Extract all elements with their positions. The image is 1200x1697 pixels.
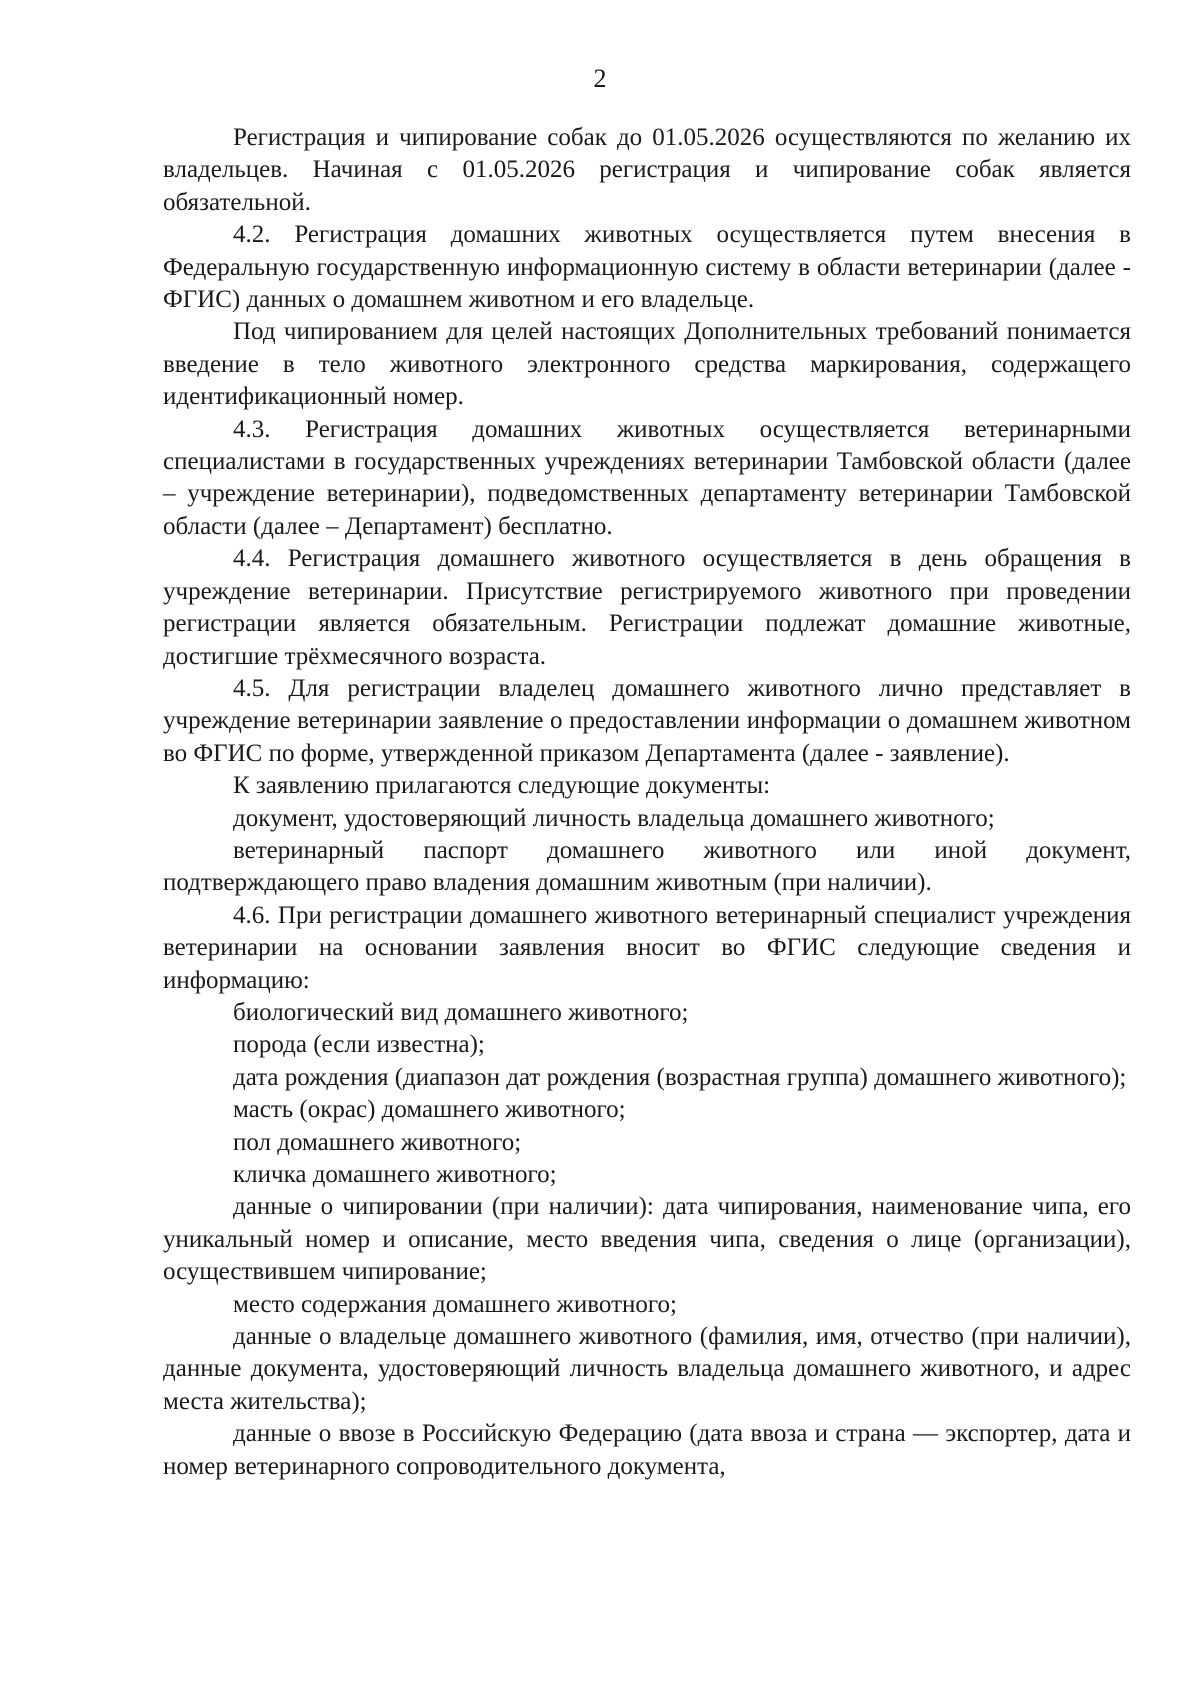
list-item-species: биологический вид домашнего животного; [233, 998, 689, 1026]
list-item-veterinary-passport: ветеринарный паспорт домашнего животного или иной документ, подтверждающего право владения домашним животным (при наличии). [163, 836, 1131, 897]
list-item-color: масть (окрас) домашнего животного; [233, 1096, 626, 1124]
paragraph-4-2: 4.2. Регистрация домашних животных осуществляется путем внесения в Федеральную государственную информационную систему в области ветеринарии (далее - ФГИС) данных о домашнем животном и его владельце. [163, 221, 1131, 314]
document-body [163, 122, 1131, 1483]
paragraph-dog-registration-voluntary: Регистрация и чипирование собак до 01.05.2026 осуществляются по желанию их владельцев. Начиная с 01.05.2026 регистрация и чипирование собак является обязательной. [163, 124, 1131, 216]
list-item-breed: порода (если известна); [233, 1031, 485, 1059]
list-item-identity-document: документ, удостоверяющий личность владельца домашнего животного; [233, 804, 995, 832]
list-item-birth-date: дата рождения (диапазон дат рождения (возрастная группа) домашнего животного); [233, 1063, 1127, 1091]
list-item-keeping-place: место содержания домашнего животного; [233, 1290, 677, 1318]
list-item-sex: пол домашнего животного; [233, 1128, 522, 1156]
paragraph-chipping-definition: Под чипированием для целей настоящих Дополнительных требований понимается введение в тело животного электронного средства маркирования, содержащего идентификационный номер. [163, 318, 1131, 411]
page-number: 2 [593, 64, 607, 93]
paragraph-4-6: 4.6. При регистрации домашнего животного ветеринарный специалист учреждения ветеринарии на основании заявления вносит во ФГИС следующие сведения и информацию: [163, 901, 1131, 994]
list-item-chipping-data: данные о чипировании (при наличии): дата чипирования, наименование чипа, его уникальный номер и описание, место введения чипа, сведения о лице (организации), осуществившем чипирование; [163, 1193, 1131, 1286]
paragraph-attachments-intro: К заявлению прилагаются следующие документы: [233, 772, 771, 800]
paragraph-4-3: 4.3. Регистрация домашних животных осуществляется ветеринарными специалистами в государственных учреждениях ветеринарии Тамбовской области (далее – учреждение ветеринарии), подведомственных департаменту ветеринарии Тамбовской области (далее – Департамент) бесплатно. [163, 415, 1131, 540]
list-item-import-data: данные о ввозе в Российскую Федерацию (дата ввоза и страна — экспортер, дата и номер ветеринарного сопроводительного документа, [163, 1420, 1131, 1480]
list-item-name: кличка домашнего животного; [233, 1161, 557, 1188]
paragraph-4-4: 4.4. Регистрация домашнего животного осуществляется в день обращения в учреждение ветеринарии. Присутствие регистрируемого животного при проведении регистрации является обязательным. Регистрации подлежат домашние животные, достигшие трёхмесячного возраста. [163, 545, 1131, 670]
paragraph-4-5: 4.5. Для регистрации владелец домашнего животного лично представляет в учреждение ветеринарии заявление о предоставлении информации о домашнем животном во ФГИС по форме, утвержденной приказом Департамента (далее - заявление). [163, 674, 1131, 767]
list-item-owner-data: данные о владельце домашнего животного (фамилия, имя, отчество (при наличии), данные документа, удостоверяющий личность владельца домашнего животного, и адрес места жительства); [163, 1323, 1131, 1415]
